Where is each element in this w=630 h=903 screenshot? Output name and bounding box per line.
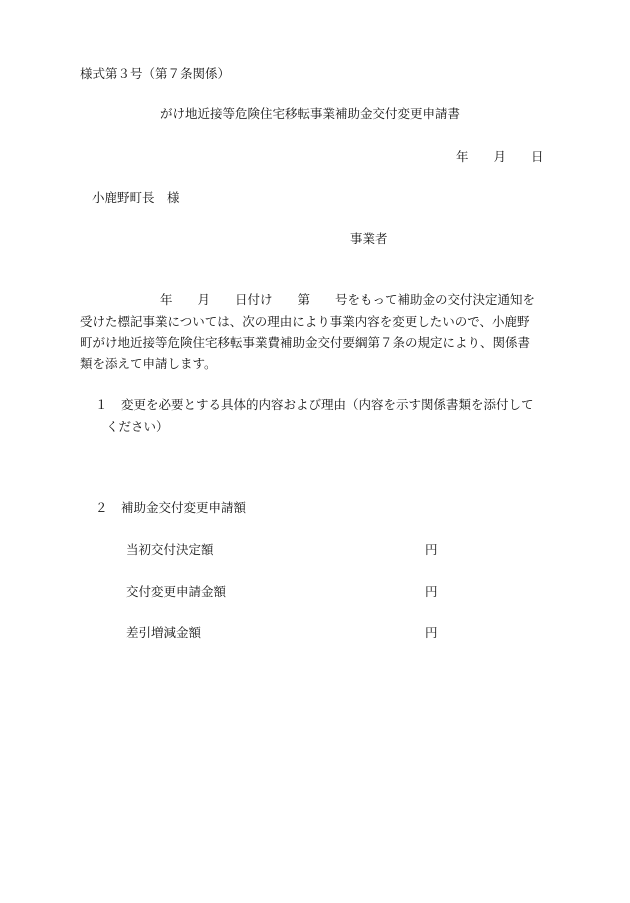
body-line: 年 月 日付け 第 号をもって補助金の交付決定通知を [160, 292, 536, 307]
body-line: 類を添えて申請します。 [80, 356, 217, 371]
section-1-continuation: ください） [106, 419, 169, 434]
body-line: 受けた標記事業については、次の理由により事業内容を変更したいので、小鹿野 [80, 314, 530, 329]
date-line: 年 月 日 [456, 149, 544, 164]
form-number: 様式第３号（第７条関係） [80, 66, 231, 81]
section-2-number: ２ [95, 500, 108, 515]
amount-label-difference: 差引増減金額 [126, 625, 202, 640]
section-1-text: 変更を必要とする具体的内容および理由（内容を示す関係書類を添付して [121, 397, 534, 412]
amount-unit: 円 [425, 584, 438, 599]
amount-unit: 円 [425, 542, 438, 557]
amount-label-change: 交付変更申請金額 [126, 584, 227, 599]
amount-unit: 円 [425, 625, 438, 640]
document-title: がけ地近接等危険住宅移転事業補助金交付変更申請書 [160, 106, 461, 121]
amount-label-initial: 当初交付決定額 [126, 542, 214, 557]
body-line: 町がけ地近接等危険住宅移転事業費補助金交付要綱第７条の規定により、関係書 [80, 335, 531, 350]
section-1-number: １ [95, 397, 108, 412]
section-2-heading: 補助金交付変更申請額 [121, 500, 247, 515]
addressee: 小鹿野町長 様 [92, 190, 180, 205]
applicant-label: 事業者 [350, 231, 388, 246]
